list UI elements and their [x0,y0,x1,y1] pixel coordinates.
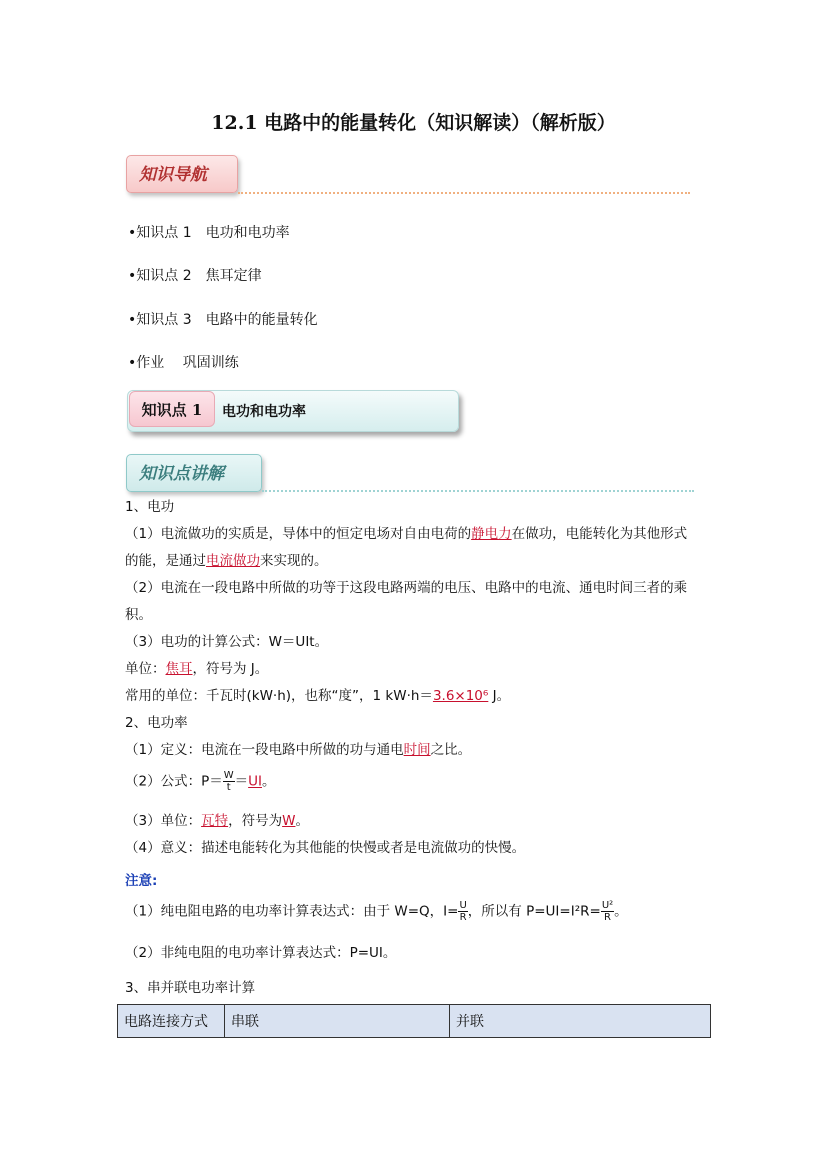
s1-unit: 单位：焦耳，符号为 J。 [125,661,269,677]
keyword-watt: 瓦特 [201,813,229,829]
note-item-2: （2）非纯电阻的电功率计算表达式：P=UI。 [125,945,397,961]
explain-divider [262,490,694,492]
page-title: 12.1 电路中的能量转化（知识解读）（解析版） [211,112,616,134]
s1-common-unit: 常用的单位：千瓦时(kW·h)，也称“度”，1 kW·h＝3.6×10⁶ J。 [125,688,511,704]
note-item-1: （1）纯电阻电路的电功率计算表达式：由于 W=Q，I= $\frac{U}{R}$ ，所以有 P=UI=I²R= $\frac{\text{U²}}{R}$ 。 [125,900,628,923]
note-label: 注意: [125,873,158,889]
s1-formula: （3）电功的计算公式：W＝UIt。 [125,634,329,650]
keyword-joule: 焦耳 [165,661,193,677]
kp1-title: 电功和电功率 [222,404,306,420]
keyword-current-work: 电流做功 [206,553,260,569]
fraction-u2-over-r: $\frac{\text{U²}}{R}$ [601,900,614,923]
s1-para2-cont: 积。 [125,607,152,623]
s2-definition: （1）定义：电流在一段电路中所做的功与通电时间之比。 [125,742,472,758]
toc-item-2[interactable]: •知识点 2 焦耳定律 [128,268,262,284]
keyword-electrostatic-force: 静电力 [471,526,512,542]
keyword-w-symbol: W [282,813,296,829]
toc-item-3[interactable]: •知识点 3 电路中的能量转化 [128,312,318,328]
knowledge-nav-banner: 知识导航 [126,155,238,193]
table-header-cell: 串联 [225,1005,450,1038]
s1-para1: （1）电流做功的实质是，导体中的恒定电场对自由电荷的静电力在做功，电能转化为其他形式 [125,526,688,542]
explain-banner: 知识点讲解 [126,454,262,492]
keyword-ui: UI [248,773,262,790]
kp1-tag: 知识点 1 [129,391,215,427]
s1-para1-cont: 的能，是通过电流做功来实现的。 [125,553,328,569]
keyword-time: 时间 [403,742,431,758]
section1-heading: 1、电功 [125,499,175,515]
table-header-row [118,1005,711,1038]
power-calc-table [117,1004,711,1038]
table-header-cell: 并联 [450,1005,711,1038]
nav-divider [238,192,690,194]
section2-heading: 2、电功率 [125,715,188,731]
table-header-cell: 电路连接方式 [118,1005,225,1038]
keyword-kwh-value: 3.6×10⁶ [432,688,489,704]
s2-meaning: （4）意义：描述电能转化为其他能的快慢或者是电流做功的快慢。 [125,840,526,856]
fraction-u-over-r: $\frac{U}{R}$ [459,900,467,923]
section3-heading: 3、串并联电功率计算 [125,980,256,996]
toc-item-4[interactable]: •作业 巩固训练 [128,355,239,371]
s2-unit: （3）单位：瓦特，符号为W。 [125,813,309,829]
fraction-w-over-t: $\frac{W}{t}$ [223,770,234,793]
toc-item-1[interactable]: •知识点 1 电功和电功率 [128,225,290,241]
s2-formula: （2）公式：P＝ $\frac{W}{t}$ ＝UI。 [125,770,276,793]
s1-para2: （2）电流在一段电路中所做的功等于这段电路两端的电压、电路中的电流、通电时间三者的乘 [125,580,688,596]
